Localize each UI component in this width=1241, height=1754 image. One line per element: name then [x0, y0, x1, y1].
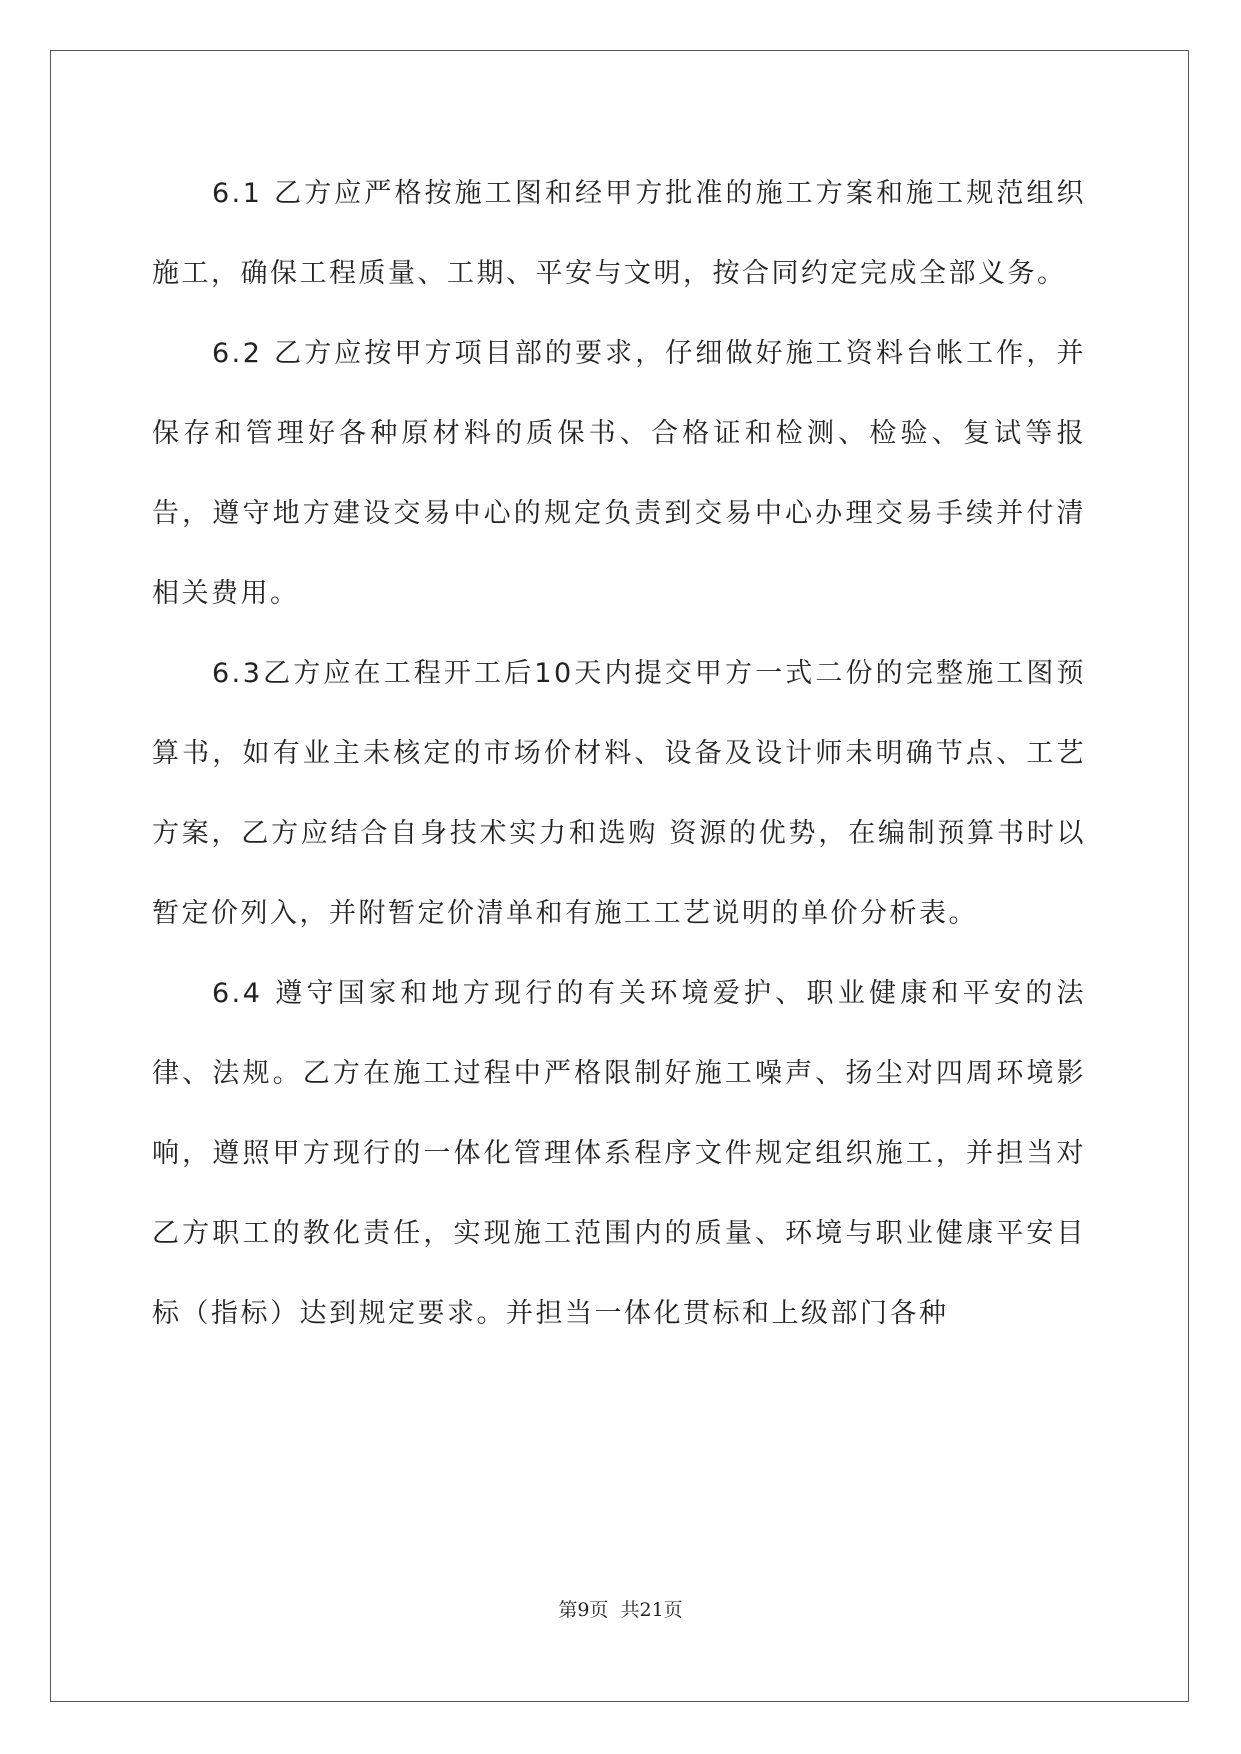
paragraph-6-4: 6.4 遵守国家和地方现行的有关环境爱护、职业健康和平安的法律、法规。乙方在施工过程中严格限制好施工噪声、扬尘对四周环境影响，遵照甲方现行的一体化管理体系程序文件规定组织施工，并担当对乙方职工的教化责任，实现施工范围内的质量、环境与职业健康平安目标（指标）达到规定要求。并担当一体化贯标和上级部门各种	[152, 978, 1086, 1329]
paragraph-6-3: 6.3乙方应在工程开工后10天内提交甲方一式二份的完整施工图预算书，如有业主未核定的市场价材料、设备及设计师未明确节点、工艺方案，乙方应结合自身技术实力和选购 资源的优势，在编制预算书时以暂定价列入，并附暂定价清单和有施工工艺说明的单价分析表。	[152, 658, 1086, 929]
document-body	[152, 154, 1086, 1354]
paragraph-6-1: 6.1 乙方应严格按施工图和经甲方批准的施工方案和施工规范组织施工，确保工程质量、工期、平安与文明，按合同约定完成全部义务。	[152, 178, 1086, 289]
paragraph-6-2: 6.2 乙方应按甲方项目部的要求，仔细做好施工资料台帐工作，并保存和管理好各种原材料的质保书、合格证和检测、检验、复试等报告，遵守地方建设交易中心的规定负责到交易中心办理交易手续并付清相关费用。	[152, 338, 1086, 609]
page-footer	[0, 1595, 1241, 1622]
page-number-label: 第9页 共21页	[558, 1599, 683, 1621]
